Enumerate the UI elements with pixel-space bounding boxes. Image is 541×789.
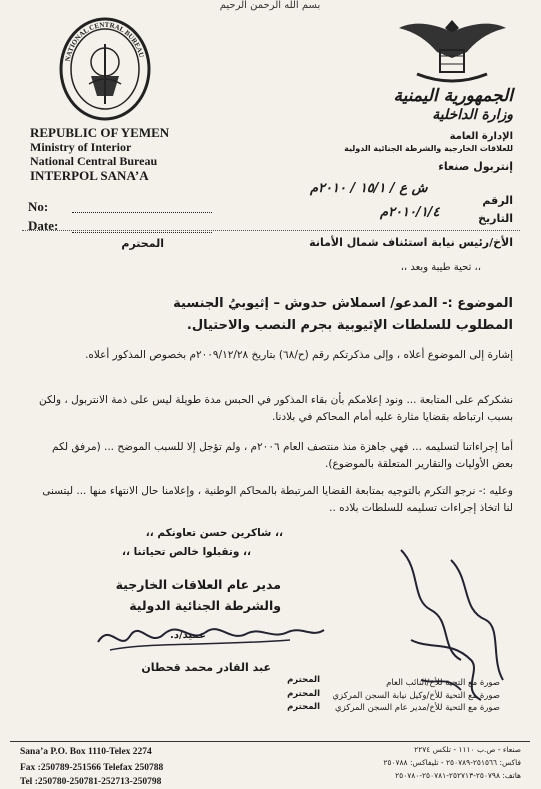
header-divider (22, 230, 520, 231)
ref-label: الرقم (482, 194, 513, 207)
footer-divider (10, 741, 530, 742)
paragraph-2: نشكركم على المتابعة ... ونود إعلامكم بأن بقاء المذكور في الحبس مدة طويلة ليس على ذمة الانتربول ، ولكن بسبب ارتباطه بقضايا مثارة عليه أمام المحاكم في بلادنا. (38, 394, 513, 423)
signatory-rank: عميد/د. (170, 630, 206, 641)
signatory-title-line1: مدير عام العلاقات الخارجية (115, 577, 281, 592)
closing-regards: ،، وتقبلوا خالص تحياتنا ،، (121, 546, 251, 558)
header-arabic-line1: الجمهورية اليمنية (393, 86, 513, 106)
header-arabic-line5: إنتربول صنعاء (438, 160, 513, 173)
copy-line-2: صورة مع التحية للأخ/وكيل نيابة السجن المركزي (332, 691, 500, 701)
signatory-title-line2: والشرطة الجنائية الدولية (129, 598, 281, 613)
header-english-line4: INTERPOL SANA’A (30, 168, 149, 183)
date-ar-value: ٢٠١٠/١/٤م (380, 205, 440, 220)
subject-line2: المطلوب للسلطات الإثيوبية بجرم النصب والاحتيال. (186, 318, 513, 333)
copy-line-1: صورة مع التحية للأخ/النائب العام (386, 678, 500, 688)
copy-line-3-suffix: المحترم (287, 702, 320, 712)
signatory-name: عبد القادر محمد قحطان (141, 661, 271, 674)
respected-label: المحترم (121, 237, 164, 250)
copy-line-3: صورة مع التحية للأخ/مدير عام السجن المركزي (334, 703, 500, 713)
footer-arabic-line2: فاكس: ٢٥١٥٦٦-٢٥٠٧٨٩ - تليفاكس: ٢٥٠٧٨٨ (383, 758, 521, 767)
footer-english-line1: Sana’a P.O. Box 1110-Telex 2274 (20, 747, 152, 757)
header-arabic-line4: للعلاقات الخارجية والشرطة الجنائية الدولية (344, 144, 513, 153)
closing-thanks: ،، شاكرين حسن تعاونكم ،، (145, 527, 283, 539)
copy-line-1-suffix: المحترم (287, 675, 320, 685)
footer-english-line2: Fax :250789-251566 Telefax 250788 (20, 763, 164, 773)
seal-ring-text: NATIONAL CENTRAL BUREAU (63, 20, 146, 63)
date-label: Date: (28, 218, 59, 233)
addressee: الأخ/رئيس نيابة استئناف شمال الأمانة (309, 236, 513, 249)
header-arabic-line2: وزارة الداخلية (432, 107, 513, 123)
header-english-line1: REPUBLIC OF YEMEN (30, 125, 170, 140)
ref-value: ش ع / ١٥/١ / ٢٠١٠م (310, 181, 428, 196)
header-arabic-line3: الإدارة العامة (449, 131, 513, 142)
yemen-eagle-emblem (395, 14, 510, 86)
interpol-seal (55, 14, 155, 124)
paragraph-3: أما إجراءاتنا لتسليمه ... فهي جاهزة منذ منتصف العام ٢٠٠٦م ، ولم تؤجل إلا للسبب الموضح ... (مرفق لكم بعض الأوليات والتقارير المتعلقة بالموضوع). (52, 441, 513, 470)
handwritten-signature (90, 612, 330, 660)
footer-arabic-line3: هاتف: ٢٥٠٧٩٨-٢٥٢٧١٣-٢٥٠٧٨١-٢٥٠٧٨٠ (395, 771, 521, 780)
subject-line1: الموضوع :- المدعو/ اسملاش حدوش – إثيوبيُ الجنسية (173, 296, 513, 311)
date-ar-label: التاريخ (478, 212, 513, 225)
header-english-line3: National Central Bureau (30, 154, 158, 168)
no-label: No: (28, 199, 49, 214)
greeting: ،، تحية طيبة وبعد ،، (400, 262, 481, 273)
date-field-line (72, 222, 212, 233)
footer-arabic-line1: صنعاء - ص.ب ١١١٠ - تلكس ٢٢٧٤ (414, 745, 521, 754)
paragraph-1: إشارة إلى الموضوع أعلاه ، وإلى مذكرتكم رقم (ح/٦٨) بتاريخ ٢٠٠٩/١٢/٢٨م بخصوص المذكور أعلاه. (85, 349, 513, 361)
no-field-line (72, 202, 212, 213)
basmala: بسم الله الرحمن الرحيم (219, 0, 321, 11)
header-english-line2: Ministry of Interior (30, 140, 132, 154)
paragraph-4: وعليه :- نرجو التكرم بالتوجيه بمتابعة القضايا المرتبطة بالمحاكم الوطنية ، وإعلامنا حال الانتهاء منها ... ليتسنى لنا اتخاذ إجراءات تسليمه للسلطات بلاده .. (42, 485, 513, 514)
copy-line-2-suffix: المحترم (287, 689, 320, 699)
footer-english-line3: Tel :250780-250781-252713-250798 (20, 777, 162, 787)
